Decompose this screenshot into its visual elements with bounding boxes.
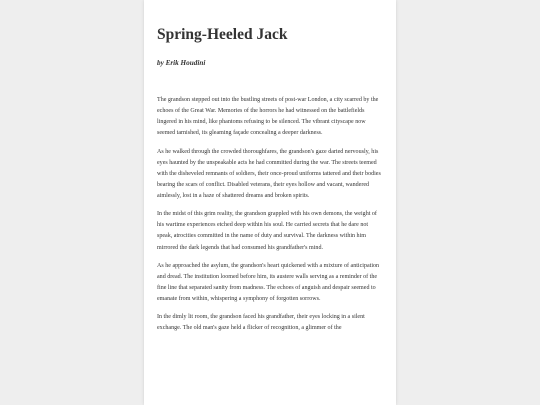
article-title: Spring-Heeled Jack [157,26,288,43]
article-body [157,95,384,335]
article-paragraph: In the midst of this grim reality, the grandson grappled with his own demons, the weight of his wartime experiences etched deep within his soul. He carried secrets that he dare not speak, atrocities committed in the name of duty and survival. The darkness within him mirrored the dark legends that had consumed his grandfather's mind. [157,211,377,251]
article-paragraph: In the dimly lit room, the grandson faced his grandfather, their eyes locking in a silent exchange. The old man's gaze held a flicker of recognition, a glimmer of the [157,314,365,332]
article-paragraph: The grandson stepped out into the bustling streets of post-war London, a city scarred by the echoes of the Great War. Memories of the horrors he had witnessed on the battlefields lingered in his mind, like phantoms refusing to be silenced. The vibrant cityscape now seemed tarnished, its gleaming façade concealing a deeper darkness. [157,97,379,137]
article [157,0,384,342]
article-paragraph: As he approached the asylum, the grandson's heart quickened with a mixture of anticipation and dread. The institution loomed before him, its austere walls serving as a reminder of the fine line that separated sanity from madness. The echoes of anguish and despair seemed to emanate from within, whispering a symphony of forgotten sorrows. [157,262,380,303]
article-paragraph: As he walked through the crowded thoroughfares, the grandson's gaze darted nervously, his eyes haunted by the unspeakable acts he had committed during the war. The streets teemed with the disheveled remnants of soldiers, their once-proud uniforms tattered and their bodies bearing the scars of conflict. Disabled veterans, their eyes hollow and vacant, wandered aimlessly, lost in a haze of shattered dreams and broken spirits. [157,148,381,199]
document-page [144,0,396,405]
article-byline: by Erik Houdini [157,59,206,67]
